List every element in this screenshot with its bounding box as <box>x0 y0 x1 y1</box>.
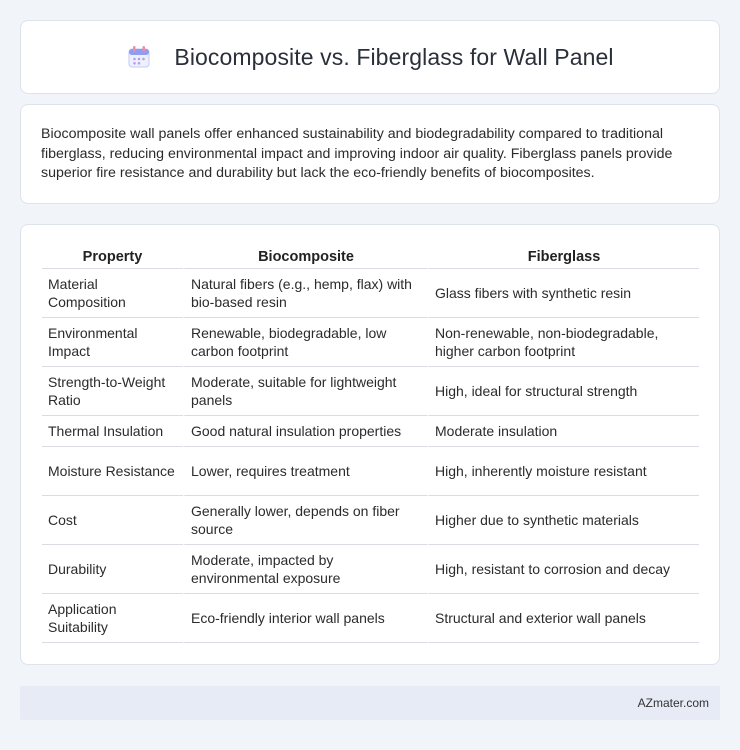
title-card <box>20 20 720 94</box>
column-header-fiberglass: Fiberglass <box>427 247 699 269</box>
column-header-property: Property <box>42 247 183 269</box>
biocomposite-cell: Generally lower, depends on fiber source <box>183 496 427 545</box>
page-title: Biocomposite vs. Fiberglass for Wall Panel <box>174 43 614 70</box>
biocomposite-cell: Eco-friendly interior wall panels <box>183 594 427 643</box>
table-row <box>42 367 699 416</box>
fiberglass-cell: Higher due to synthetic materials <box>427 496 699 545</box>
comparison-table-card <box>20 224 720 665</box>
property-cell: Thermal Insulation <box>42 416 183 447</box>
fiberglass-cell: High, ideal for structural strength <box>427 367 699 416</box>
table-row <box>42 416 699 447</box>
property-cell: Durability <box>42 545 183 594</box>
table-row <box>42 447 699 496</box>
biocomposite-cell: Natural fibers (e.g., hemp, flax) with bio-based resin <box>183 269 427 318</box>
biocomposite-cell: Lower, requires treatment <box>183 447 427 496</box>
footer-brand: AZmater.com <box>637 696 709 710</box>
biocomposite-cell: Moderate, impacted by environmental exposure <box>183 545 427 594</box>
fiberglass-cell: High, resistant to corrosion and decay <box>427 545 699 594</box>
fiberglass-cell: Moderate insulation <box>427 416 699 447</box>
property-cell: Cost <box>42 496 183 545</box>
property-cell: Material Composition <box>42 269 183 318</box>
footer-bar <box>20 686 720 720</box>
biocomposite-cell: Moderate, suitable for lightweight panels <box>183 367 427 416</box>
intro-paragraph: Biocomposite wall panels offer enhanced sustainability and biodegradability compared to traditional fiberglass, reducing environmental impact and improving indoor air quality. Fiberglass panels provide superior fire resistance and durability but lack the eco-friendly benefits of biocomposites. <box>41 126 673 181</box>
property-cell: Strength-to-Weight Ratio <box>42 367 183 416</box>
fiberglass-cell: Structural and exterior wall panels <box>427 594 699 643</box>
fiberglass-cell: Non-renewable, non-biodegradable, higher carbon footprint <box>427 318 699 367</box>
table-header-row <box>42 247 699 269</box>
calendar-icon <box>126 44 152 70</box>
fiberglass-cell: Glass fibers with synthetic resin <box>427 269 699 318</box>
biocomposite-cell: Renewable, biodegradable, low carbon footprint <box>183 318 427 367</box>
intro-card <box>20 104 720 204</box>
fiberglass-cell: High, inherently moisture resistant <box>427 447 699 496</box>
table-row <box>42 318 699 367</box>
table-row <box>42 594 699 643</box>
table-row <box>42 545 699 594</box>
biocomposite-cell: Good natural insulation properties <box>183 416 427 447</box>
comparison-table <box>42 247 699 643</box>
property-cell: Application Suitability <box>42 594 183 643</box>
table-row <box>42 269 699 318</box>
column-header-biocomposite: Biocomposite <box>183 247 427 269</box>
table-row <box>42 496 699 545</box>
property-cell: Environmental Impact <box>42 318 183 367</box>
property-cell: Moisture Resistance <box>42 447 183 496</box>
